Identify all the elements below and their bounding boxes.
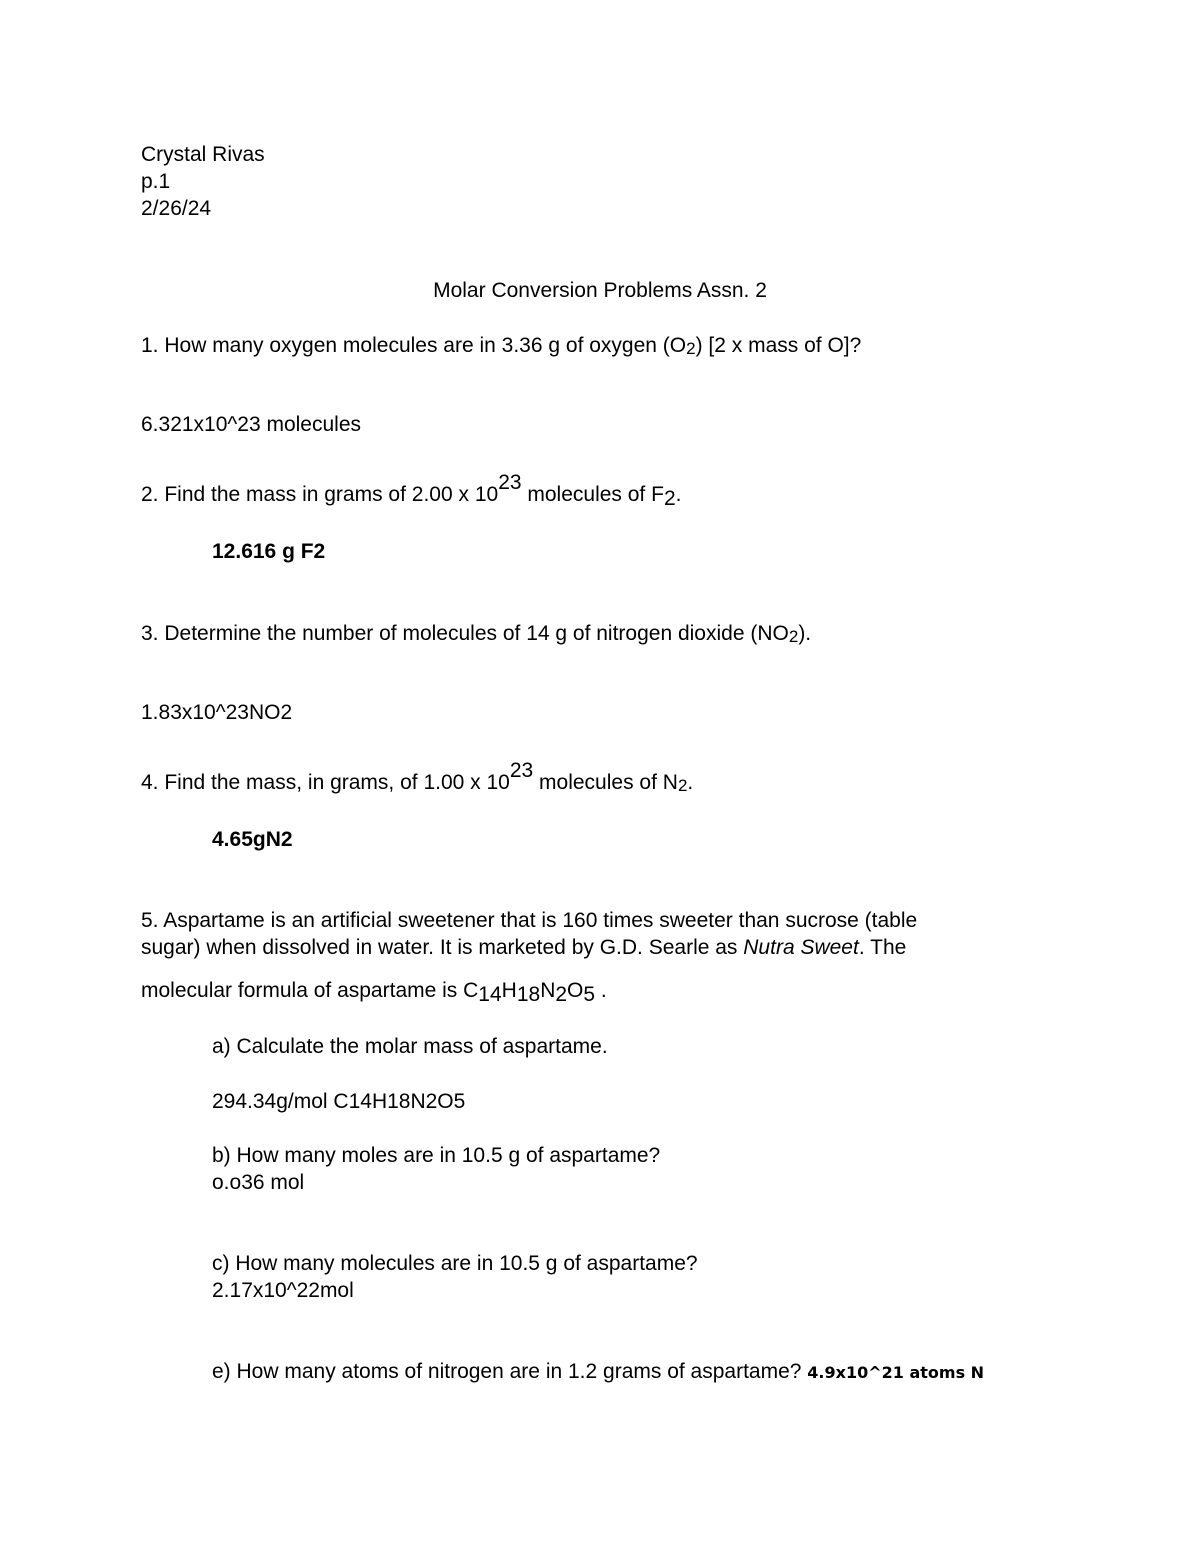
question-2-text: 2. Find the mass in grams of 2.00 x 10 [141, 483, 499, 506]
question-1-text: 1. How many oxygen molecules are in 3.36 g of oxygen (O [141, 334, 687, 357]
formula-h: H [501, 979, 517, 1002]
formula-sub-h: 18 [516, 983, 541, 1006]
question-5-line-2-text: sugar) when dissolved in water. It is marketed by G.D. Searle as [141, 936, 744, 959]
formula-sub-o: 5 [583, 983, 596, 1006]
answer-3: 1.83x10^23NO2 [141, 701, 293, 724]
question-5a: a) Calculate the molar mass of aspartame. [212, 1035, 608, 1058]
question-4-text-mid: molecules of N [533, 771, 678, 794]
question-5e-text: e) How many atoms of nitrogen are in 1.2 grams of aspartame? [212, 1360, 802, 1383]
question-2-exponent: 23 [498, 471, 522, 494]
formula-sub-n: 2 [555, 983, 568, 1006]
formula-end: . [595, 979, 607, 1002]
formula-n: N [540, 979, 556, 1002]
formula-sub-c: 14 [478, 983, 502, 1006]
question-5-line-2-end: . The [858, 936, 907, 959]
answer-4: 4.65gN2 [212, 828, 293, 851]
student-name: Crystal Rivas [141, 143, 265, 166]
answer-5b: o.o36 mol [212, 1171, 305, 1194]
question-3-subscript: 2 [788, 627, 799, 646]
question-1 [141, 333, 861, 359]
question-5-line-2 [141, 935, 906, 961]
class-period: p.1 [141, 170, 171, 193]
question-5e [212, 1359, 984, 1386]
question-4 [141, 759, 694, 796]
question-5-line-3 [141, 978, 607, 1004]
question-2-text-end: . [675, 483, 682, 506]
question-1-subscript: 2 [686, 339, 696, 358]
question-4-subscript: 2 [677, 776, 688, 795]
question-3 [141, 621, 811, 647]
answer-5a: 294.34g/mol C14H18N2O5 [212, 1090, 466, 1113]
answer-2: 12.616 g F2 [212, 540, 326, 563]
question-3-text: 3. Determine the number of molecules of 14 g of nitrogen dioxide (NO [141, 622, 789, 645]
question-2-text-mid: molecules of F [521, 483, 664, 506]
question-5b: b) How many moles are in 10.5 g of aspartame? [212, 1144, 661, 1167]
question-5-line-1: 5. Aspartame is an artificial sweetener that is 160 times sweeter than sucrose (table [141, 909, 918, 932]
question-5-line-3-text: molecular formula of aspartame is C [141, 979, 479, 1002]
page-title: Molar Conversion Problems Assn. 2 [433, 279, 767, 302]
question-2 [141, 471, 682, 510]
answer-1: 6.321x10^23 molecules [141, 413, 361, 436]
formula-o: O [567, 979, 584, 1002]
question-2-subscript: 2 [663, 487, 676, 510]
question-1-text-end: ) [2 x mass of O]? [695, 334, 862, 357]
brand-name: Nutra Sweet [743, 936, 859, 959]
question-4-exponent: 23 [509, 759, 534, 782]
question-4-text-end: . [687, 771, 694, 794]
question-4-text: 4. Find the mass, in grams, of 1.00 x 10 [141, 771, 510, 794]
answer-5c: 2.17x10^22mol [212, 1279, 354, 1302]
question-5c: c) How many molecules are in 10.5 g of aspartame? [212, 1252, 698, 1275]
assignment-date: 2/26/24 [141, 197, 212, 220]
answer-5e: 4.9x10^21 atoms N [807, 1363, 985, 1382]
question-3-text-end: ). [798, 622, 812, 645]
